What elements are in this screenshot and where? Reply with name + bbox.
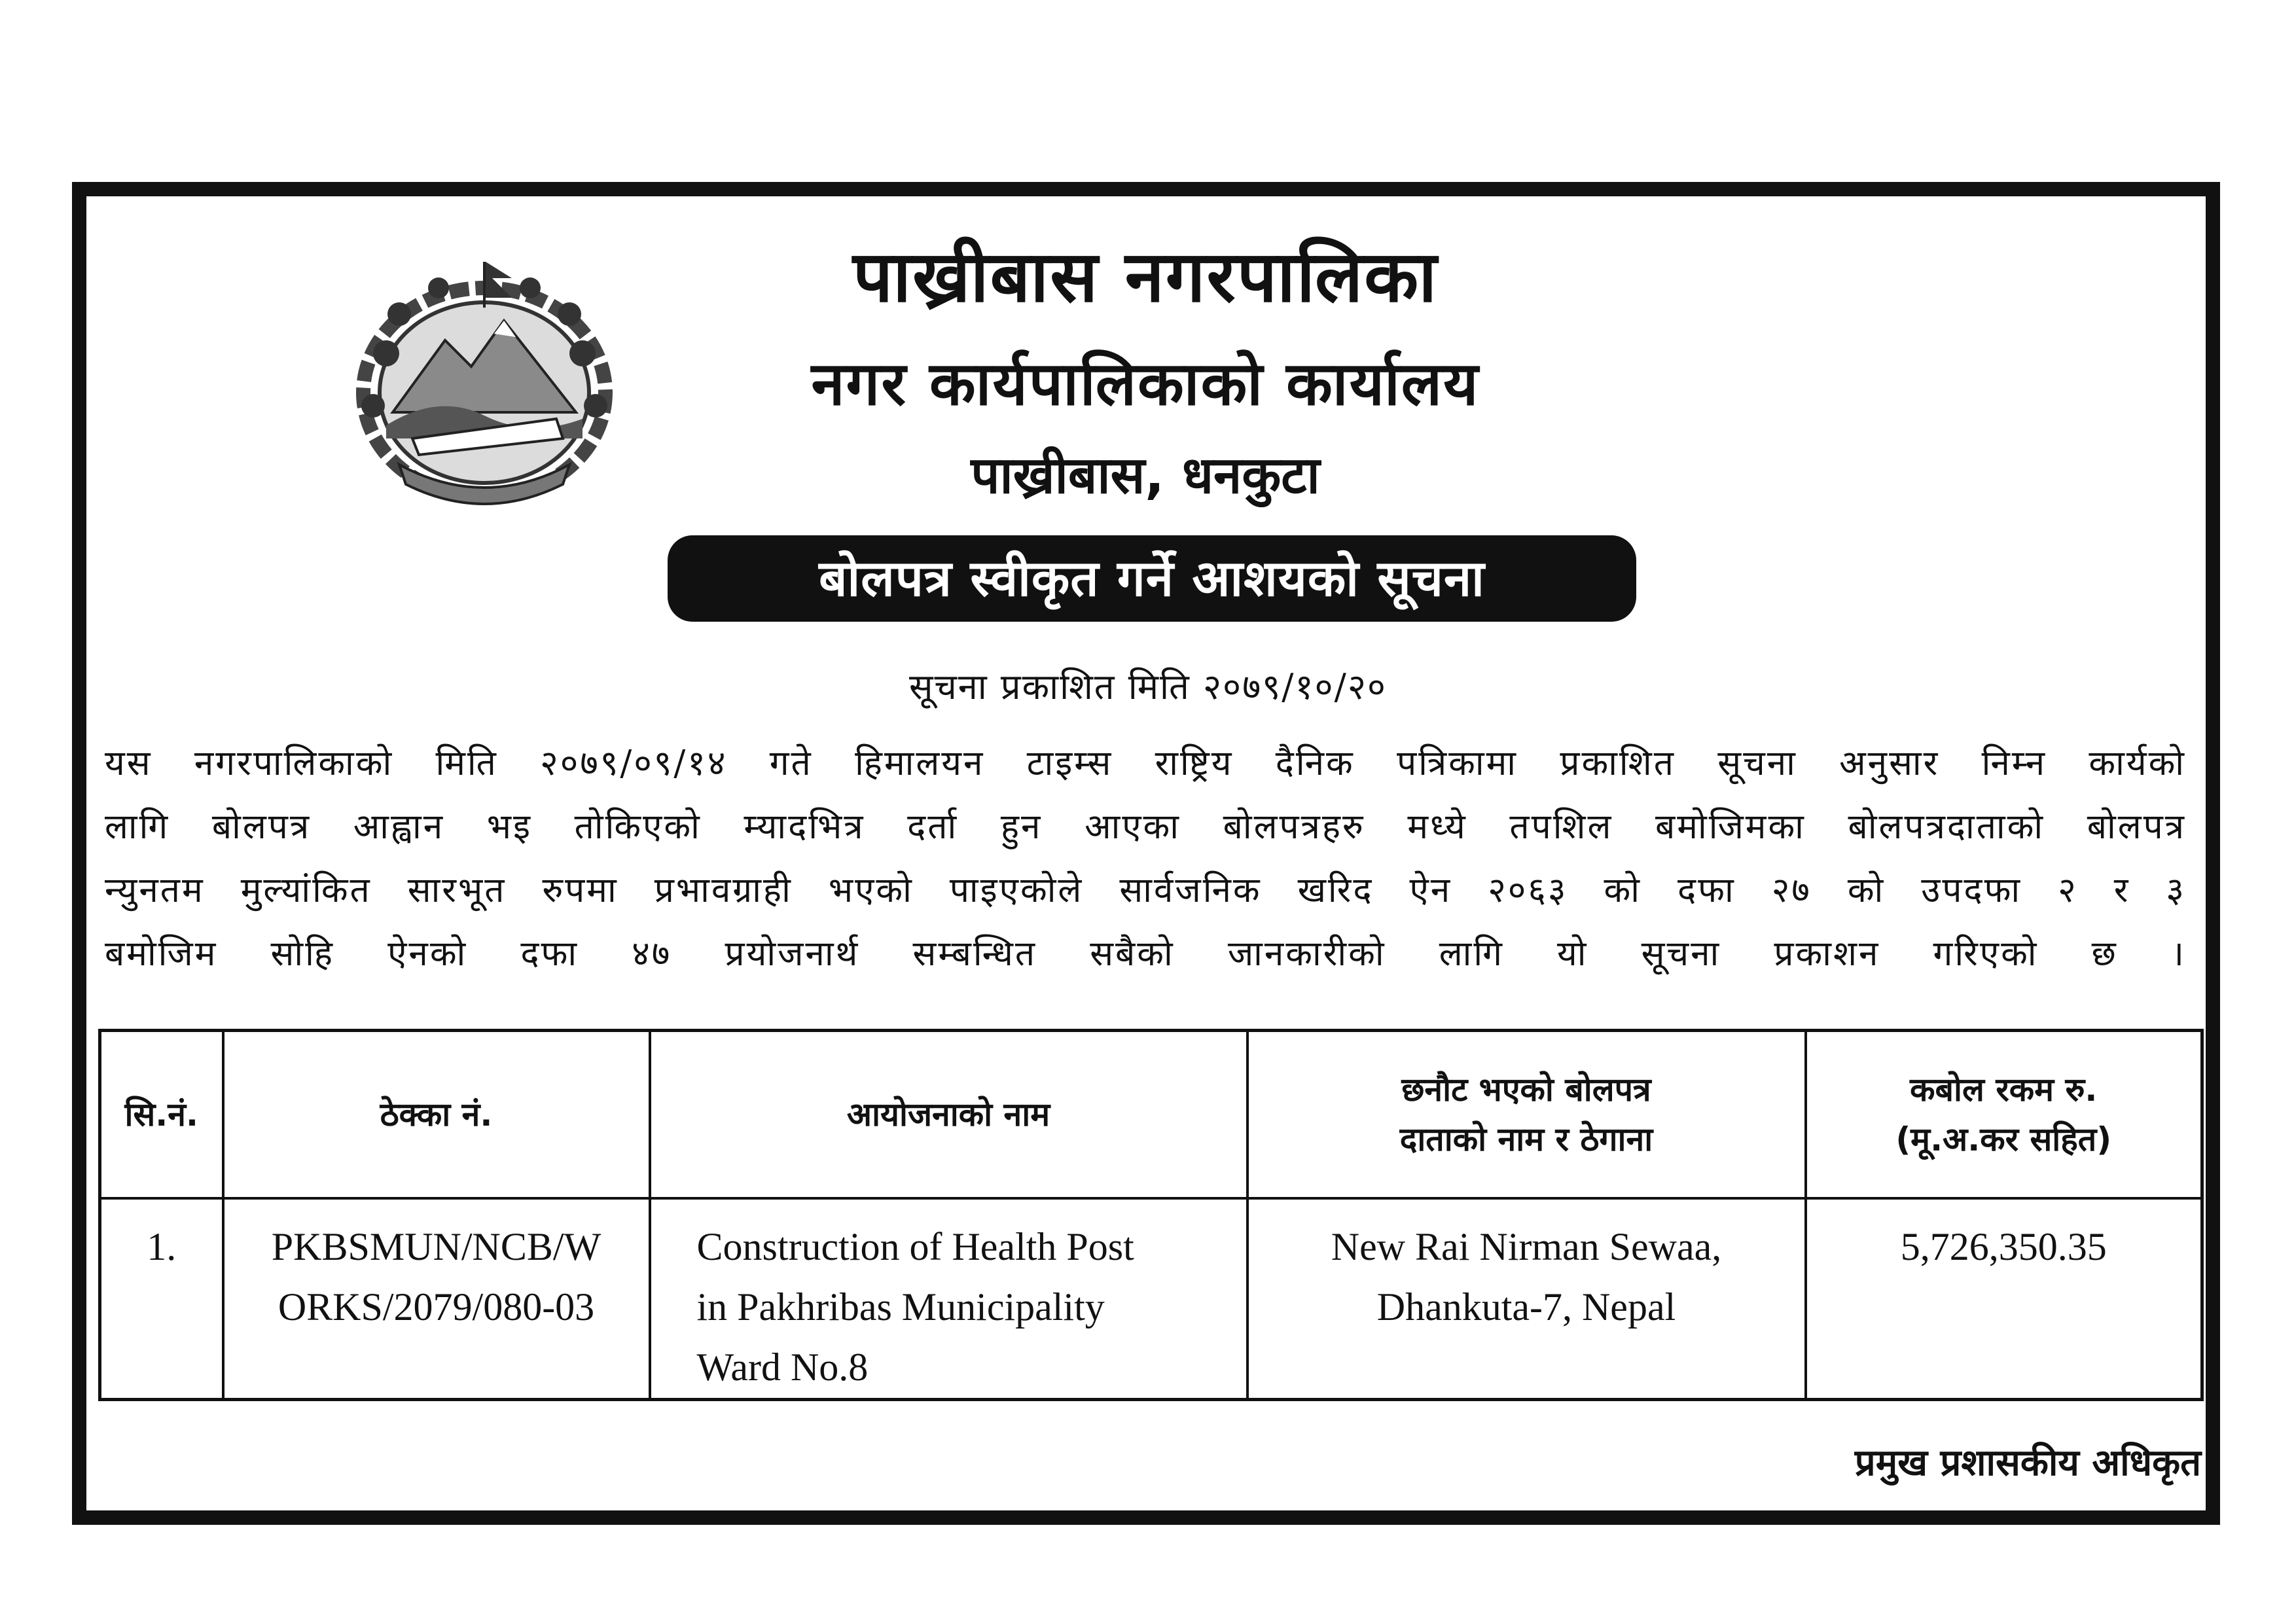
notice-body-line: यस नगरपालिकाको मिति २०७९/०९/१४ गते हिमालयन टाइम्स राष्ट्रिय दैनिक पत्रिकामा प्रकाशित सूचना अनुसार निम्न कार्यको [105,743,2186,783]
cell-bidder: New Rai Nirman Sewaa, Dhankuta-7, Nepal [1247,1198,1806,1400]
signatory-title: प्रमुख प्रशासकीय अधिकृत [1854,1442,2201,1484]
table-header-row [100,1031,2202,1199]
cell-amount: 5,726,350.35 [1806,1198,2202,1400]
notice-body [105,732,2186,986]
notice-title-banner: बोलपत्र स्वीकृत गर्ने आशयको सूचना [668,535,1636,622]
notice-body-line: बमोजिम सोहि ऐनको दफा ४७ प्रयोजनार्थ सम्बन्धित सबैको जानकारीको लागि यो सूचना प्रकाशन गरिएको छ । [105,934,2186,974]
municipality-name: पाख्रीबास नगरपालिका [852,236,1439,318]
notice-body-line: लागि बोलपत्र आह्वान भइ तोकिएको म्यादभित्र दर्ता हुन आएका बोलपत्रहरु मध्ये तपशिल बमोजिमका बोलपत्रदाताको बोलपत्र [105,807,2186,847]
nepal-coat-of-arms-emblem-icon [340,242,628,517]
office-address: पाख्रीबास, धनकुटा [971,446,1320,505]
table-row [100,1198,2202,1400]
published-date: सूचना प्रकाशित मिति २०७९/१०/२० [909,666,1387,707]
award-table [98,1029,2204,1401]
header-amount-line1: कबोल रकम रु. [1910,1071,2098,1109]
header-contract-no: ठेक्का नं. [223,1031,650,1199]
header-amount [1806,1031,2202,1199]
cell-project-name: Construction of Health Post in Pakhribas Municipality Ward No.8 [650,1198,1247,1400]
cell-sn: 1. [100,1198,223,1400]
header-bidder-line2: दाताको नाम र ठेगाना [1399,1120,1653,1158]
notice-body-line: न्युनतम मुल्यांकित सारभूत रुपमा प्रभावग्राही भएको पाइएकोले सार्वजनिक खरिद ऐन २०६३ को दफा २७ को उपदफा २ र ३ [105,870,2186,910]
header-amount-line2: (मू.अ.कर सहित) [1895,1120,2112,1158]
header-bidder-line1: छनौट भएको बोलपत्र [1401,1071,1651,1109]
header-project-name: आयोजनाको नाम [650,1031,1247,1199]
header-bidder [1247,1031,1806,1199]
header-sn: सि.नं. [100,1031,223,1199]
cell-contract-no: PKBSMUN/NCB/W ORKS/2079/080-03 [223,1198,650,1400]
office-name: नगर कार्यपालिकाको कार्यालय [811,349,1480,419]
